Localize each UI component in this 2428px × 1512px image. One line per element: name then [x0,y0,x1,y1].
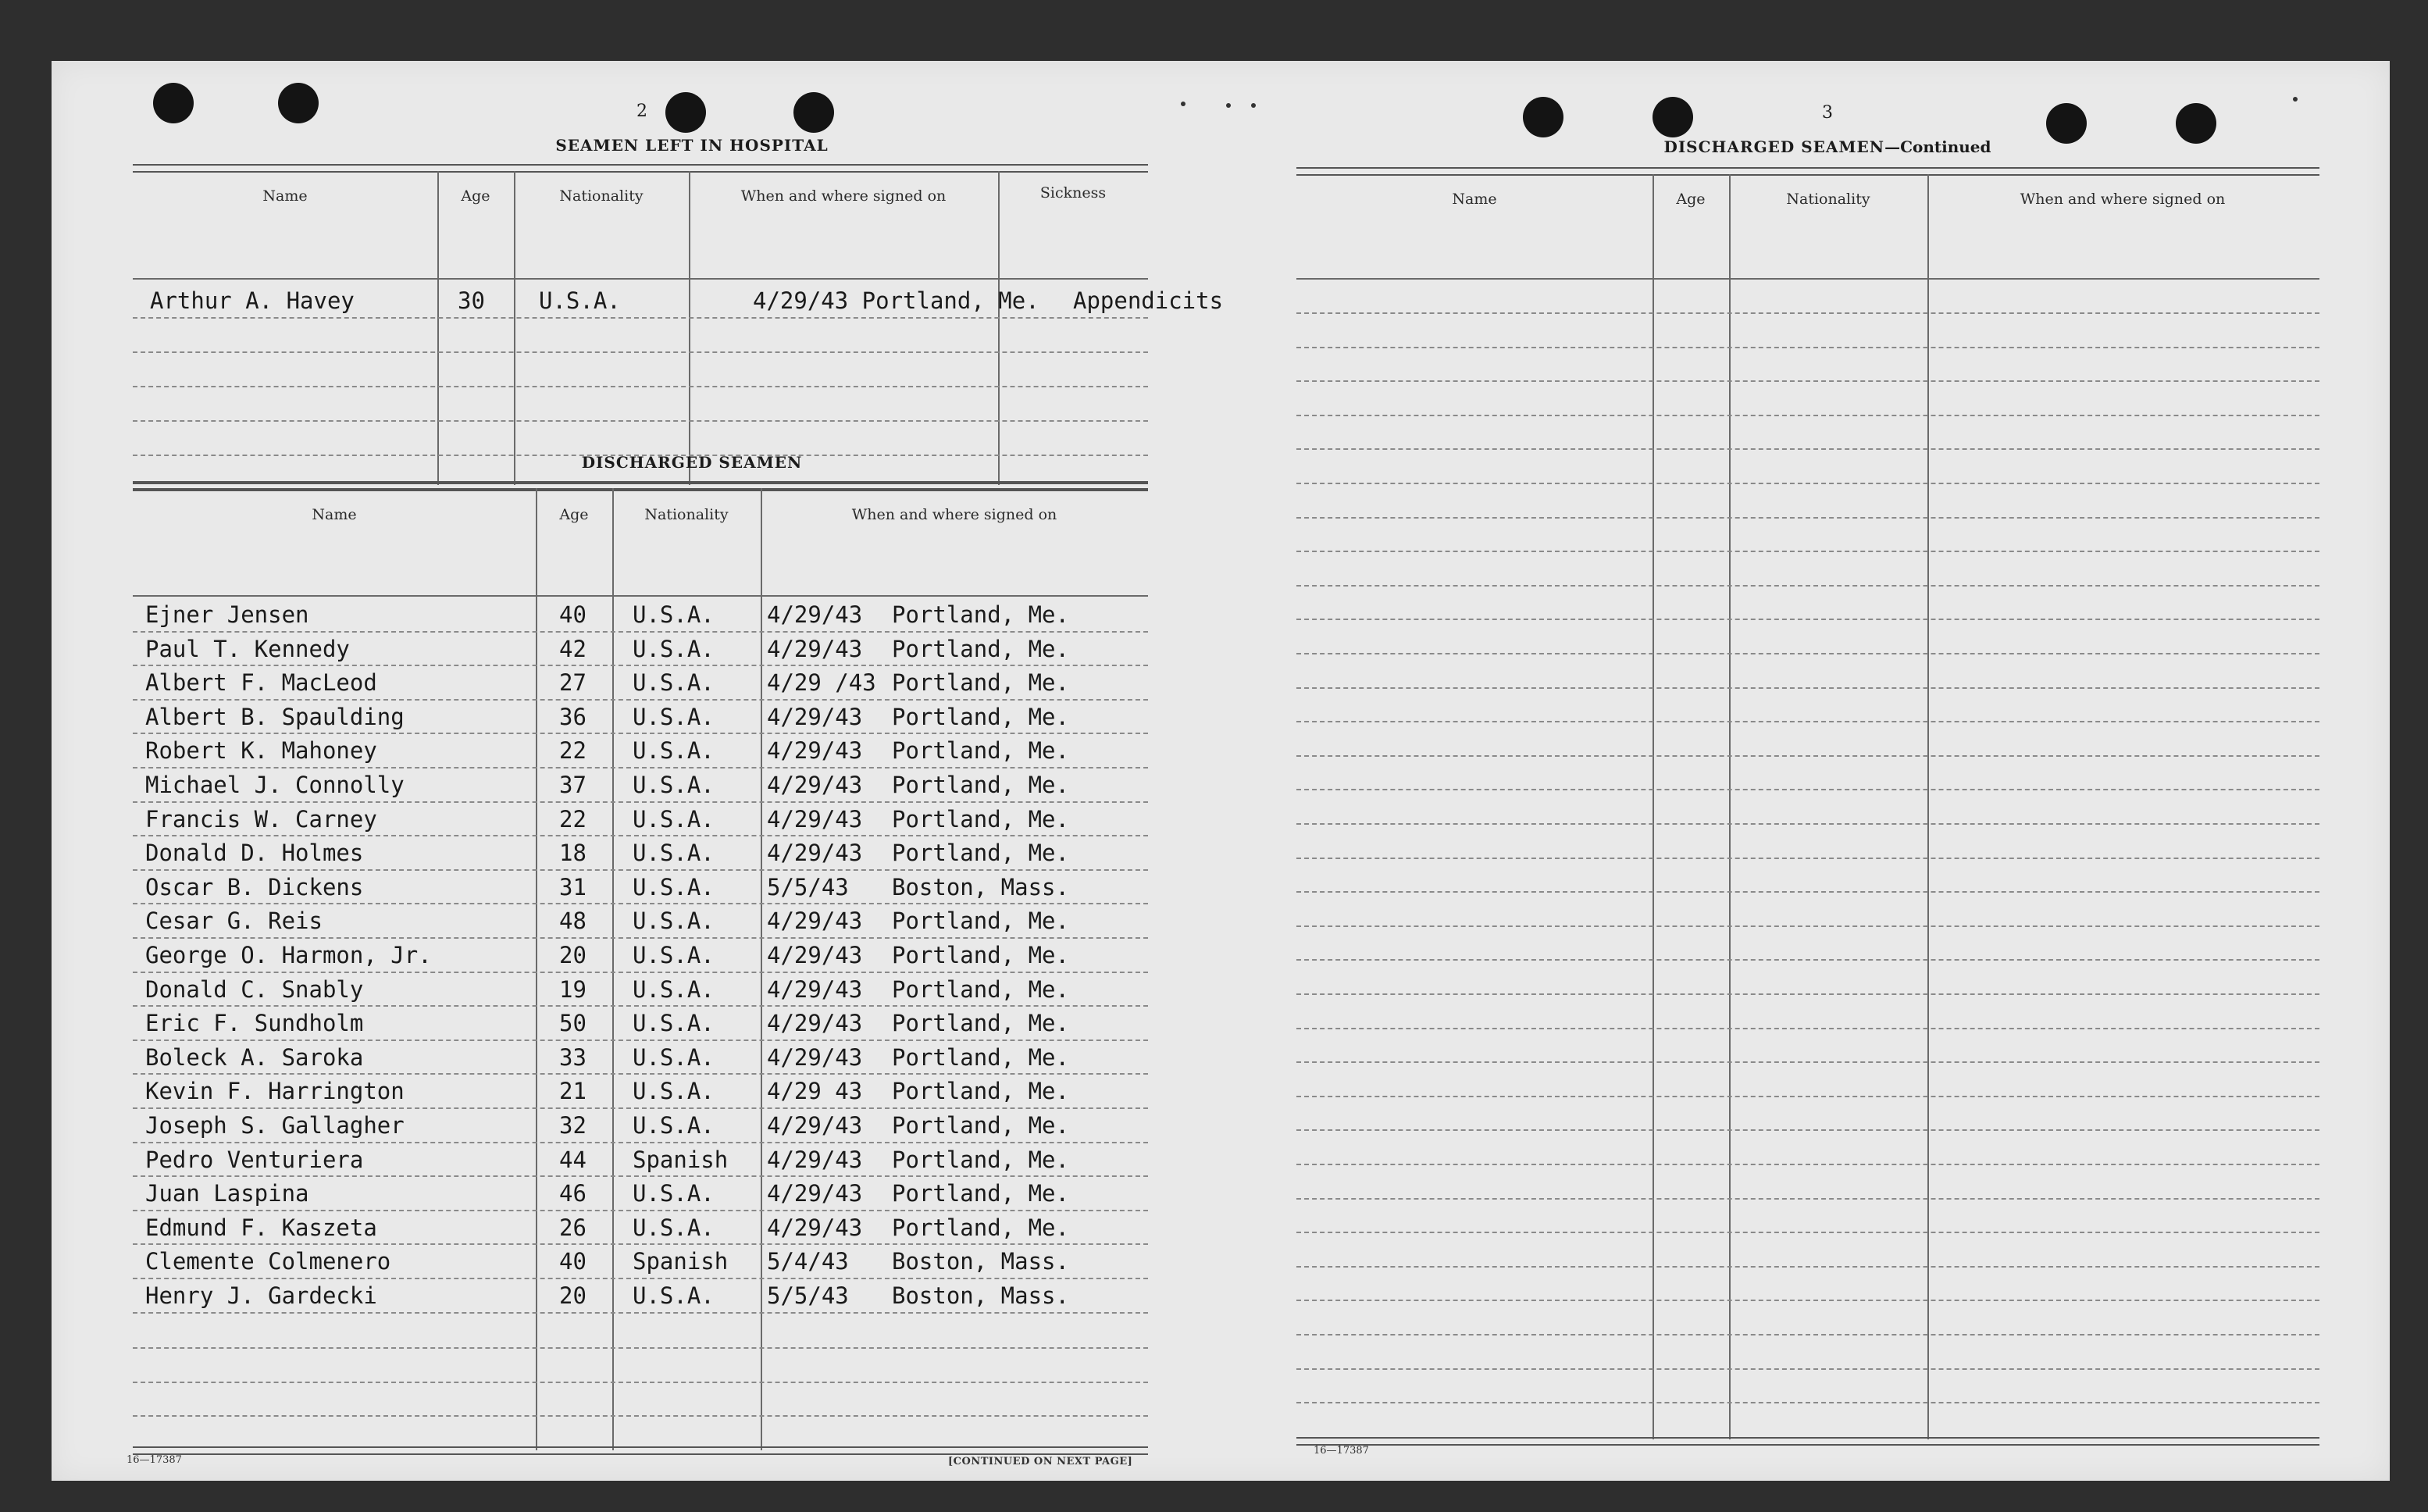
table-row [133,836,1148,870]
table-row [133,598,1148,632]
form-number-right: 16—17387 [1314,1445,1369,1457]
column-divider [1729,174,1731,1439]
discharged-table [133,481,1148,1454]
place-cell: Portland, Me. [892,669,1069,697]
nationality-cell: U.S.A. [633,737,715,765]
name-cell: Arthur A. Havey [150,287,355,314]
column-divider [437,171,439,485]
sickness-cell: Appendicits [1073,287,1224,314]
name-cell: Henry J. Gardecki [145,1282,377,1309]
age-cell: 32 [559,1112,586,1139]
name-cell: Kevin F. Harrington [145,1078,405,1105]
column-divider [1927,174,1929,1439]
date-cell: 4/29/43 [767,772,863,798]
row-rule [133,1347,1148,1349]
column-header-signed: When and where signed on [851,506,1057,523]
row-rule [133,317,1148,319]
table-row [133,666,1148,700]
column-header-nationality: Nationality [1786,191,1870,208]
age-cell: 22 [559,805,586,833]
form-number-left: 16—17387 [127,1454,182,1466]
place-cell: Portland, Me. [892,737,1069,765]
nationality-cell: U.S.A. [633,1078,715,1105]
table-row [133,1075,1148,1108]
row-rule [1296,687,2319,689]
document-sheet [52,61,2390,1481]
row-rule [133,1382,1148,1383]
age-cell: 36 [559,703,586,730]
place-cell: Portland, Me. [892,975,1069,1003]
name-cell: Donald C. Snably [145,975,364,1003]
row-rule [1296,551,2319,552]
place-cell: Boston, Mass. [892,873,1069,900]
table-row [133,803,1148,836]
continued-note: [CONTINUED ON NEXT PAGE] [948,1456,1133,1467]
column-header-name: Name [1452,191,1497,208]
row-rule [1296,483,2319,484]
place-cell: Portland, Me. [892,703,1069,730]
speck [2293,97,2298,102]
nationality-cell: U.S.A. [633,840,715,867]
row-rule [1296,1334,2319,1335]
age-cell: 26 [559,1214,586,1241]
place-cell: Portland, Me. [892,840,1069,867]
nationality-cell: U.S.A. [633,975,715,1003]
column-header-age: Age [461,187,490,205]
name-cell: Robert K. Mahoney [145,737,377,765]
signed-cell: 4/29/43 Portland, Me. [753,287,1039,314]
name-cell: Michael J. Connolly [145,772,405,798]
date-cell: 4/29/43 [767,975,863,1003]
row-rule [1296,1266,2319,1268]
row-rule [1296,1028,2319,1029]
nationality-cell: U.S.A. [633,669,715,697]
table-row [133,1041,1148,1075]
column-header-nationality: Nationality [559,187,644,205]
age-cell: 44 [559,1146,586,1173]
row-rule [1296,380,2319,382]
table-bottom-rule [133,1446,1148,1455]
age-cell: 18 [559,840,586,867]
name-cell: Oscar B. Dickens [145,873,364,900]
place-cell: Portland, Me. [892,942,1069,968]
discharged-section-title: DISCHARGED SEAMEN [581,453,803,472]
binder-hole [793,92,834,133]
table-row [133,768,1148,802]
row-rule [1296,653,2319,654]
nationality-cell: U.S.A. [633,908,715,935]
name-cell: Ejner Jensen [145,601,309,628]
date-cell: 4/29/43 [767,1180,863,1207]
table-row [133,1177,1148,1211]
binder-hole [153,83,194,123]
row-rule [133,1312,1148,1314]
row-rule [1296,891,2319,893]
table-row [133,904,1148,938]
row-rule [1296,1096,2319,1097]
row-rule [1296,448,2319,450]
discharged-continued-title [1617,137,2038,156]
age-cell: 20 [559,942,586,968]
date-cell: 4/29/43 [767,942,863,968]
column-header-age: Age [559,506,589,523]
date-cell: 4/29/43 [767,1043,863,1071]
hospital-section-title: SEAMEN LEFT IN HOSPITAL [555,136,829,155]
column-header-signed: When and where signed on [2020,191,2226,208]
row-rule [1296,347,2319,348]
place-cell: Portland, Me. [892,1043,1069,1071]
table-row [133,939,1148,972]
column-divider [1653,174,1654,1439]
name-cell: Clemente Colmenero [145,1248,391,1275]
table-row [133,1007,1148,1040]
table-bottom-rule [1296,1437,2319,1446]
date-cell: 4/29/43 [767,703,863,730]
binder-hole [2046,103,2087,144]
table-row [133,701,1148,734]
place-cell: Portland, Me. [892,772,1069,798]
date-cell: 4/29/43 [767,635,863,662]
date-cell: 4/29/43 [767,805,863,833]
row-rule [1296,959,2319,961]
nationality-cell: U.S.A. [633,1112,715,1139]
date-cell: 4/29/43 [767,1214,863,1241]
speck [1251,103,1256,108]
row-rule [1296,312,2319,314]
row-rule [1296,858,2319,859]
place-cell: Portland, Me. [892,1010,1069,1037]
table-row [133,871,1148,904]
row-rule [133,1415,1148,1417]
row-rule [1296,993,2319,995]
column-header-sickness: Sickness [1039,184,1107,201]
nationality-cell: U.S.A. [539,287,621,314]
header-bottom-rule [133,595,1148,597]
nationality-cell: U.S.A. [633,1043,715,1071]
age-cell: 22 [559,737,586,765]
age-cell: 50 [559,1010,586,1037]
binder-hole [278,83,319,123]
column-header-age: Age [1676,191,1706,208]
nationality-cell: U.S.A. [633,1214,715,1241]
row-rule [1296,1164,2319,1165]
row-rule [1296,721,2319,722]
name-cell: Albert B. Spaulding [145,703,405,730]
speck [1181,102,1185,106]
nationality-cell: Spanish [633,1146,729,1173]
binder-hole [2176,103,2216,144]
row-rule [133,351,1148,353]
nationality-cell: U.S.A. [633,873,715,900]
age-cell: 40 [559,1248,586,1275]
column-divider [998,171,1000,485]
header-bottom-rule [1296,278,2319,280]
age-cell: 21 [559,1078,586,1105]
row-rule [1296,1300,2319,1301]
table-row [133,1279,1148,1313]
row-rule [1296,1402,2319,1403]
table-top-rule [133,481,1148,490]
row-rule [1296,415,2319,416]
date-cell: 4/29/43 [767,1146,863,1173]
name-cell: Francis W. Carney [145,805,377,833]
age-cell: 40 [559,601,586,628]
table-row [133,973,1148,1007]
row-rule [1296,925,2319,927]
row-rule [1296,1129,2319,1131]
name-cell: Donald D. Holmes [145,840,364,867]
name-cell: Pedro Venturiera [145,1146,364,1173]
table-row [133,1211,1148,1245]
place-cell: Portland, Me. [892,1146,1069,1173]
row-rule [133,420,1148,422]
row-rule [133,386,1148,387]
nationality-cell: U.S.A. [633,1180,715,1207]
date-cell: 4/29/43 [767,737,863,765]
row-rule [1296,1198,2319,1200]
age-cell: 46 [559,1180,586,1207]
discharged-continued-table [1296,167,2319,1448]
place-cell: Portland, Me. [892,1078,1069,1105]
row-rule [1296,789,2319,790]
name-cell: George O. Harmon, Jr. [145,942,432,968]
title-main: DISCHARGED SEAMEN [1663,137,1885,156]
row-rule [1296,517,2319,519]
date-cell: 4/29/43 [767,840,863,867]
age-cell: 37 [559,772,586,798]
date-cell: 5/5/43 [767,873,849,900]
row-rule [1296,619,2319,620]
row-rule [1296,1061,2319,1063]
table-top-rule [133,164,1148,173]
nationality-cell: U.S.A. [633,703,715,730]
date-cell: 4/29/43 [767,908,863,935]
title-suffix: —Continued [1884,137,1991,156]
column-header-nationality: Nationality [644,506,729,523]
place-cell: Portland, Me. [892,908,1069,935]
place-cell: Boston, Mass. [892,1248,1069,1275]
header-bottom-rule [133,278,1148,280]
date-cell: 4/29/43 [767,1112,863,1139]
column-header-name: Name [262,187,308,205]
age-cell: 30 [458,287,485,314]
name-cell: Edmund F. Kaszeta [145,1214,377,1241]
date-cell: 5/4/43 [767,1248,849,1275]
table-row [133,734,1148,768]
table-row [133,633,1148,666]
column-header-signed: When and where signed on [740,187,947,205]
binder-hole [665,92,706,133]
table-row [133,1245,1148,1278]
binder-hole [1653,97,1693,137]
nationality-cell: U.S.A. [633,772,715,798]
name-cell: Eric F. Sundholm [145,1010,364,1037]
place-cell: Portland, Me. [892,635,1069,662]
table-row [133,1109,1148,1143]
nationality-cell: U.S.A. [633,805,715,833]
name-cell: Juan Laspina [145,1180,309,1207]
date-cell: 4/29 43 [767,1078,863,1105]
column-divider [689,171,690,485]
age-cell: 20 [559,1282,586,1309]
row-rule [1296,1232,2319,1233]
hospital-table [133,164,1224,492]
nationality-cell: U.S.A. [633,635,715,662]
place-cell: Boston, Mass. [892,1282,1069,1309]
date-cell: 5/5/43 [767,1282,849,1309]
table-row [133,1143,1148,1177]
row-rule [1296,823,2319,825]
place-cell: Portland, Me. [892,805,1069,833]
place-cell: Portland, Me. [892,1214,1069,1241]
name-cell: Cesar G. Reis [145,908,323,935]
date-cell: 4/29 /43 [767,669,876,697]
table-top-rule [1296,167,2319,176]
name-cell: Albert F. MacLeod [145,669,377,697]
page-number-left: 2 [636,102,647,121]
name-cell: Joseph S. Gallagher [145,1112,405,1139]
age-cell: 48 [559,908,586,935]
row-rule [1296,755,2319,757]
name-cell: Paul T. Kennedy [145,635,350,662]
age-cell: 27 [559,669,586,697]
date-cell: 4/29/43 [767,1010,863,1037]
row-rule [1296,585,2319,587]
age-cell: 19 [559,975,586,1003]
page-number-right: 3 [1822,103,1833,123]
column-divider [514,171,515,485]
nationality-cell: U.S.A. [633,942,715,968]
table-row [133,284,1224,318]
column-header-name: Name [312,506,357,523]
place-cell: Portland, Me. [892,1180,1069,1207]
binder-hole [1523,97,1563,137]
nationality-cell: U.S.A. [633,601,715,628]
age-cell: 33 [559,1043,586,1071]
row-rule [1296,1368,2319,1370]
speck [1226,103,1231,108]
date-cell: 4/29/43 [767,601,863,628]
nationality-cell: Spanish [633,1248,729,1275]
age-cell: 42 [559,635,586,662]
place-cell: Portland, Me. [892,1112,1069,1139]
nationality-cell: U.S.A. [633,1282,715,1309]
name-cell: Boleck A. Saroka [145,1043,364,1071]
place-cell: Portland, Me. [892,601,1069,628]
nationality-cell: U.S.A. [633,1010,715,1037]
age-cell: 31 [559,873,586,900]
